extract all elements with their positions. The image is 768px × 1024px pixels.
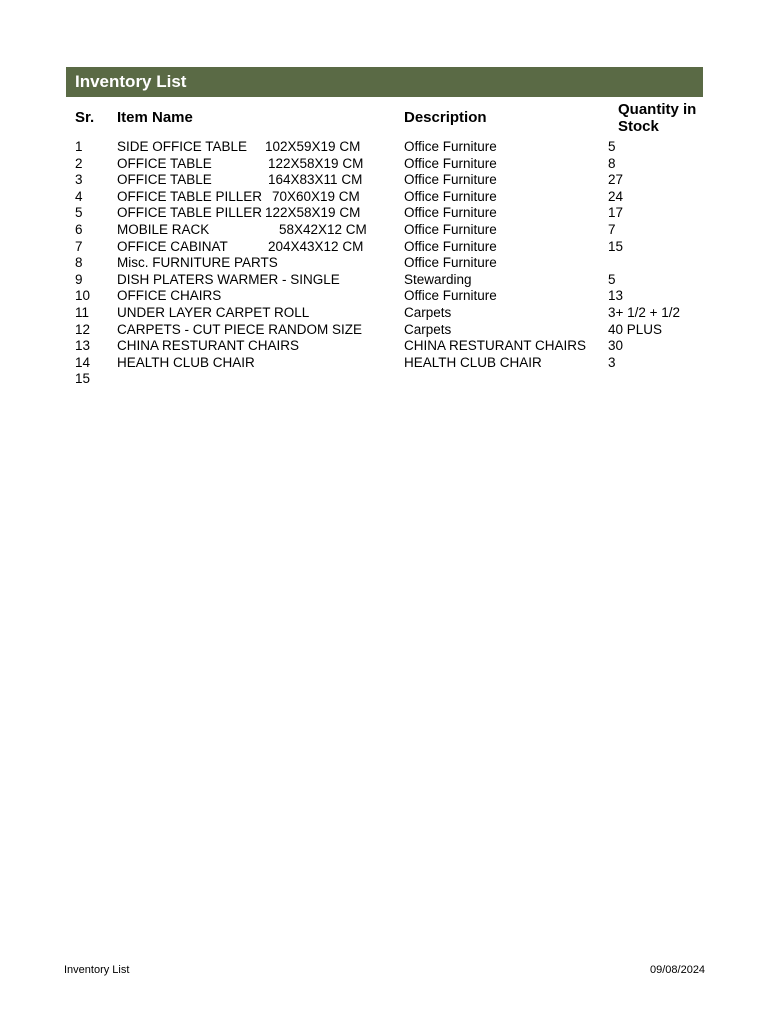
cell-item-name: HEALTH CLUB CHAIR [117,354,255,370]
cell-sr: 6 [75,221,83,237]
table-row [66,355,703,372]
table-row [66,338,703,355]
table-row [66,222,703,239]
table-row [66,272,703,289]
cell-sr: 4 [75,188,83,204]
cell-sr: 8 [75,255,83,271]
table-row [66,239,703,256]
cell-quantity: 15 [608,238,624,254]
cell-item-name: OFFICE TABLE [117,155,212,171]
cell-sr: 1 [75,139,83,154]
cell-quantity: 5 [608,139,616,154]
cell-item-name: Misc. FURNITURE PARTS [117,255,278,271]
cell-description: Office Furniture [404,155,497,171]
table-row [66,189,703,206]
cell-quantity: 40 PLUS [608,321,663,337]
cell-description: Office Furniture [404,288,497,304]
cell-quantity: 3 [608,354,616,370]
cell-description: Carpets [404,304,452,320]
cell-description: Office Furniture [404,188,497,204]
cell-description: Office Furniture [404,238,497,254]
cell-item-name: OFFICE CHAIRS [117,288,222,304]
cell-quantity: 3+ 1/2 + 1/2 [608,304,681,320]
cell-sr: 9 [75,271,83,287]
cell-item-name: OFFICE TABLE PILLER [117,205,263,221]
cell-quantity: 24 [608,188,624,204]
cell-description: Office Furniture [404,139,497,154]
footer-title: Inventory List [64,964,130,976]
table-row [66,156,703,173]
cell-item-name: SIDE OFFICE TABLE [117,139,248,154]
table-row [66,322,703,339]
cell-description: Office Furniture [404,172,497,188]
cell-quantity: 27 [608,172,624,188]
cell-quantity: 13 [608,288,624,304]
cell-item-size: 122X58X19 CM [268,155,364,171]
cell-quantity: 8 [608,155,616,171]
title-bar [66,67,703,97]
cell-sr: 12 [75,321,91,337]
footer-date: 09/08/2024 [650,964,706,976]
table-row [66,371,703,388]
cell-sr: 14 [75,354,91,370]
cell-item-name: OFFICE TABLE PILLER [117,188,263,204]
cell-description: HEALTH CLUB CHAIR [404,354,542,370]
cell-item-size: 164X83X11 CM [268,172,363,188]
cell-quantity: 17 [608,205,624,221]
cell-item-name: OFFICE TABLE [117,172,212,188]
cell-item-name: DISH PLATERS WARMER - SINGLE [117,271,340,287]
cell-sr: 10 [75,288,91,304]
cell-quantity: 5 [608,271,616,287]
header-description: Description [404,109,487,126]
cell-sr: 2 [75,155,83,171]
header-sr: Sr. [75,109,95,126]
table-row [66,305,703,322]
cell-sr: 3 [75,172,83,188]
cell-sr: 5 [75,205,83,221]
cell-item-name: OFFICE CABINAT [117,238,228,254]
header-item-name: Item Name [117,109,193,126]
header-quantity: Quantity in Stock [618,101,697,135]
cell-description: Office Furniture [404,205,497,221]
table-row [66,255,703,272]
cell-item-name: MOBILE RACK [117,221,210,237]
cell-item-size: 58X42X12 CM [279,221,367,237]
cell-sr: 15 [75,371,91,387]
cell-item-size: 70X60X19 CM [272,188,360,204]
cell-quantity: 30 [608,338,624,354]
cell-sr: 11 [75,304,90,320]
table-body [66,139,703,388]
cell-item-name: CARPETS - CUT PIECE RANDOM SIZE [117,321,363,337]
table-row [66,172,703,189]
cell-sr: 13 [75,338,91,354]
cell-item-size: 122X58X19 CM [265,205,361,221]
cell-item-name: UNDER LAYER CARPET ROLL [117,304,310,320]
table-row [66,139,703,156]
table-header [66,99,703,137]
cell-description: Stewarding [404,271,472,287]
cell-sr: 7 [75,238,83,254]
cell-description: Carpets [404,321,452,337]
cell-description: Office Furniture [404,255,497,271]
cell-quantity: 7 [608,221,616,237]
cell-description: CHINA RESTURANT CHAIRS [404,338,587,354]
table-row [66,288,703,305]
cell-item-size: 102X59X19 CM [265,139,361,154]
table-row [66,205,703,222]
page-title: Inventory List [75,72,187,91]
cell-description: Office Furniture [404,221,497,237]
cell-item-size: 204X43X12 CM [268,238,364,254]
cell-item-name: CHINA RESTURANT CHAIRS [117,338,300,354]
